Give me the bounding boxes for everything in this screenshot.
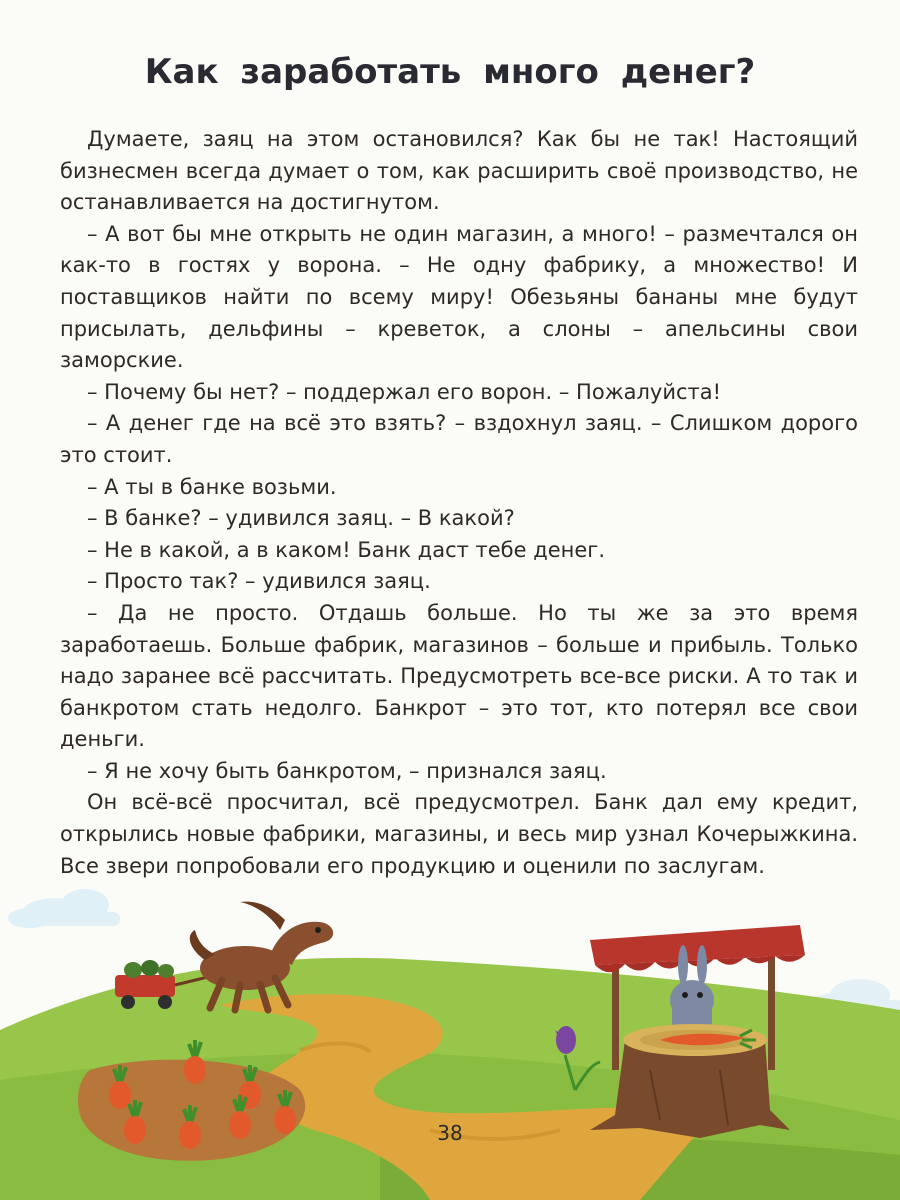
paragraph: – А ты в банке возьми. (87, 474, 337, 499)
paragraph: – А денег где на всё это взять? – вздохнул заяц. – Слишком дорого это стоит. (60, 411, 858, 467)
paragraph: – В банке? – удивился заяц. – В какой? (87, 506, 515, 531)
paragraph: Он всё-всё просчитал, всё предусмотрел. Банк дал ему кредит, открылись новые фабрики, магазины, и весь мир узнал Кочерыжкина. Все звери попробовали его продукцию и оценили по заслугам. (60, 790, 858, 878)
paragraph: – Почему бы нет? – поддержал его ворон. – Пожалуйста! (87, 379, 722, 404)
farm-illustration (0, 880, 900, 1200)
paragraph: – Да не просто. Отдашь больше. Но ты же за это время заработаешь. Больше фабрик, магазинов – больше и прибыль. Только надо заранее всё рассчитать. Предусмотреть все-все риски. А то так и банкротом стать недолго. Банкрот – это тот, кто потерял все свои деньги. (60, 600, 858, 752)
story-text (60, 124, 858, 882)
paragraph: – Просто так? – удивился заяц. (87, 569, 431, 594)
paragraph: – А вот бы мне открыть не один магазин, а много! – размечтался он как-то в гостях у ворона. – Не одну фабрику, а множество! И поставщиков найти по всему миру! Обезьяны бананы мне будут присылать, дельфины – креветок, а слоны – апельсины свои заморские. (60, 221, 858, 373)
cloud-left (8, 889, 120, 928)
page-title: Как заработать много денег? (144, 52, 756, 92)
paragraph: Думаете, заяц на этом остановился? Как бы не так! Настоящий бизнесмен всегда думает о том, как расширить своё производство, не останавливается на достигнутом. (60, 127, 858, 215)
paragraph: – Я не хочу быть банкротом, – признался заяц. (87, 758, 607, 783)
page-number: 38 (437, 1121, 463, 1145)
paragraph: – Не в какой, а в каком! Банк даст тебе денег. (87, 537, 606, 562)
